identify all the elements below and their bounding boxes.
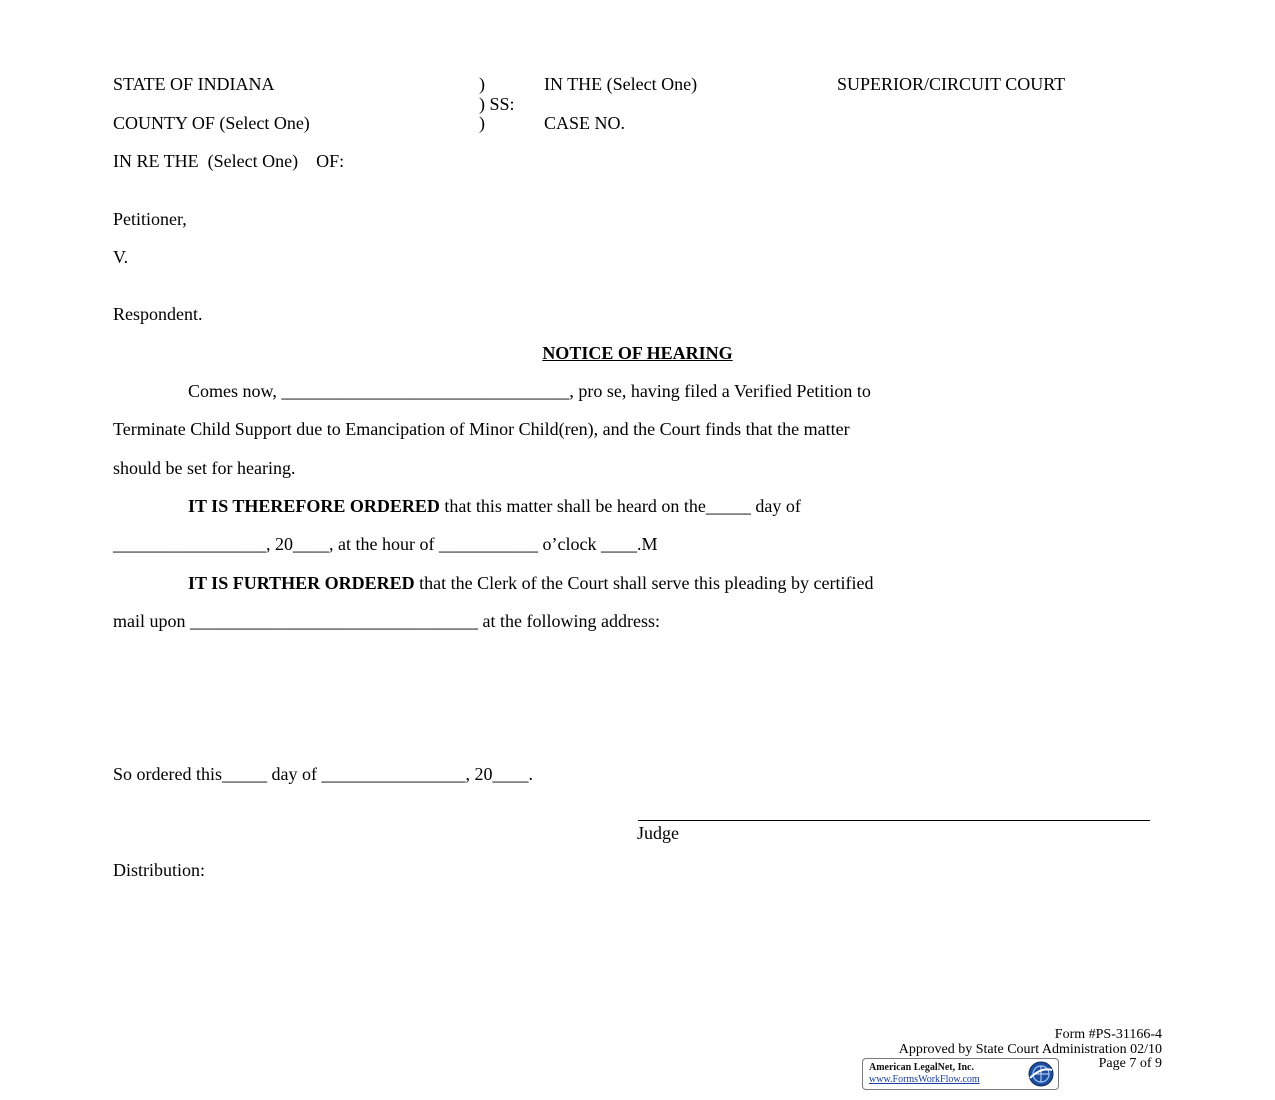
paragraph-3-line-1 bbox=[188, 573, 873, 593]
therefore-ordered: IT IS THEREFORE ORDERED bbox=[188, 496, 440, 516]
logo-url-link[interactable]: www.FormsWorkFlow.com bbox=[869, 1074, 980, 1085]
state-label: STATE OF INDIANA bbox=[113, 74, 275, 94]
globe-icon bbox=[1028, 1061, 1054, 1087]
paragraph-2-line-1 bbox=[188, 496, 801, 516]
paragraph-3-line-2: mail upon ________________________________ at the following address: bbox=[113, 611, 660, 631]
caption-paren-top: ) bbox=[479, 74, 485, 94]
paragraph-2-line-1-rest: that this matter shall be heard on the_____ day of bbox=[439, 496, 801, 516]
judge-signature-line bbox=[638, 820, 1150, 821]
court-select[interactable]: IN THE (Select One) bbox=[544, 74, 698, 94]
paragraph-2-line-2: _________________, 20____, at the hour of ___________ o’clock ____.M bbox=[113, 534, 658, 554]
paragraph-1-line-1: Comes now, ________________________________, pro se, having filed a Verified Petition to bbox=[188, 381, 871, 401]
petitioner-label: Petitioner, bbox=[113, 209, 187, 229]
caption-ss: ) SS: bbox=[479, 94, 515, 114]
paragraph-1-line-3: should be set for hearing. bbox=[113, 458, 296, 478]
document-title: NOTICE OF HEARING bbox=[542, 343, 733, 363]
in-re-select[interactable]: IN RE THE (Select One) OF: bbox=[113, 151, 345, 171]
paragraph-3-line-1-rest: that the Clerk of the Court shall serve this pleading by certified bbox=[414, 573, 874, 593]
distribution-label: Distribution: bbox=[113, 860, 206, 880]
form-number: Form #PS-31166-4 bbox=[1054, 1027, 1162, 1042]
respondent-label: Respondent. bbox=[113, 304, 203, 324]
logo-company-name: American LegalNet, Inc. bbox=[869, 1062, 974, 1073]
page-number: Page 7 of 9 bbox=[1098, 1056, 1162, 1071]
judge-label: Judge bbox=[637, 823, 679, 843]
approval-note: Approved by State Court Administration 02/10 bbox=[898, 1042, 1162, 1057]
further-ordered: IT IS FURTHER ORDERED bbox=[188, 573, 415, 593]
county-select[interactable]: COUNTY OF (Select One) bbox=[113, 113, 310, 133]
american-legalnet-logo[interactable] bbox=[862, 1058, 1059, 1090]
versus-label: V. bbox=[113, 247, 129, 267]
so-ordered-line: So ordered this_____ day of ________________, 20____. bbox=[113, 764, 533, 784]
caption-paren-bottom: ) bbox=[479, 113, 485, 133]
court-type: SUPERIOR/CIRCUIT COURT bbox=[837, 74, 1066, 94]
paragraph-1-line-2: Terminate Child Support due to Emancipation of Minor Child(ren), and the Court finds that the matter bbox=[113, 419, 850, 439]
case-number-label: CASE NO. bbox=[544, 113, 626, 133]
